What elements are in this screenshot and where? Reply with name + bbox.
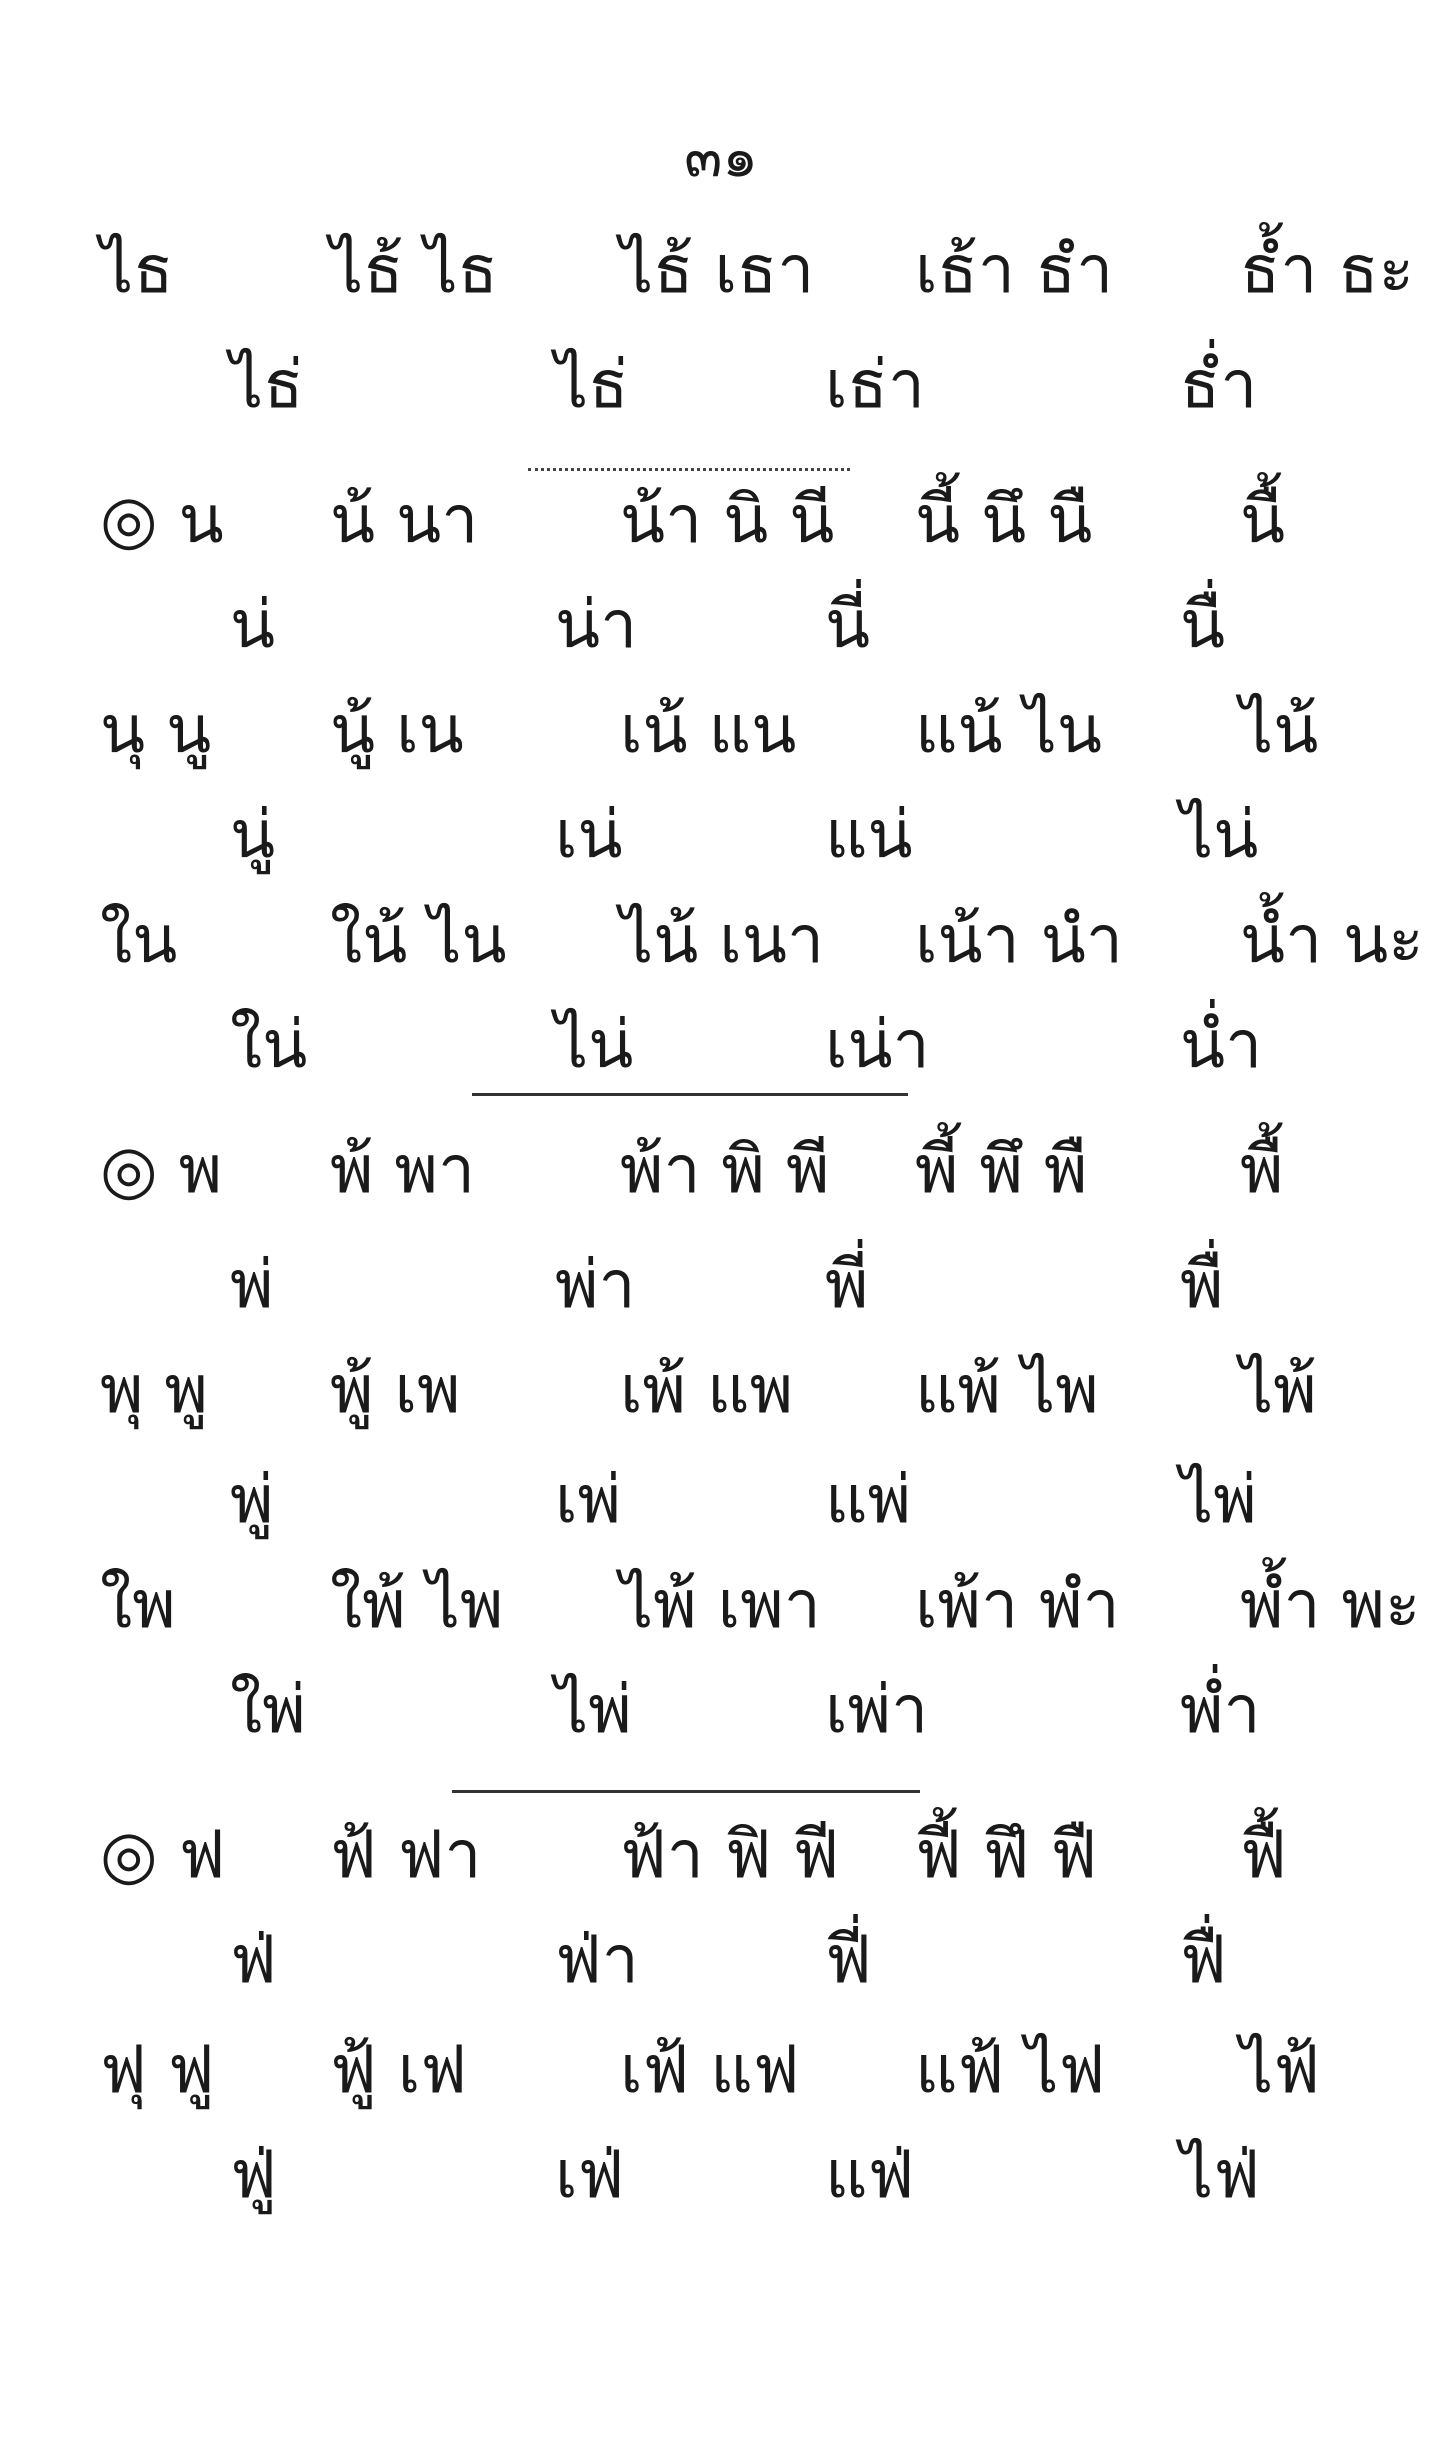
syllable-cell: พี่ bbox=[825, 1246, 869, 1323]
syllable-cell: น้า นิ นี bbox=[620, 481, 835, 558]
syllable-cell: ไพ่ bbox=[555, 1671, 632, 1748]
syllable-cell: เน่ bbox=[555, 796, 623, 873]
syllable-cell: พ่า bbox=[555, 1246, 636, 1323]
syllable-cell: นื่ bbox=[1180, 586, 1226, 663]
syllable-cell: พ้ พา bbox=[330, 1131, 476, 1208]
syllable-cell: พ้ำ พะ bbox=[1240, 1566, 1421, 1643]
syllable-row bbox=[0, 465, 1442, 575]
syllable-cell: ใพ้ ไพ bbox=[330, 1566, 504, 1643]
syllable-cell: ไน้ bbox=[1240, 691, 1319, 768]
syllable-cell: ใพ bbox=[100, 1566, 176, 1643]
syllable-row bbox=[0, 570, 1442, 680]
syllable-cell: เธ้า ธำ bbox=[915, 231, 1114, 308]
syllable-cell: ฟู้ เฟ bbox=[330, 2031, 467, 2108]
syllable-cell: ◎ น bbox=[100, 481, 224, 558]
syllable-cell: ฟื้ bbox=[1240, 1816, 1287, 1893]
syllable-cell: ฟื่ bbox=[1180, 1921, 1227, 1998]
syllable-cell: เน้ แน bbox=[620, 691, 797, 768]
syllable-cell: แฟ้ ไฟ bbox=[915, 2031, 1106, 2108]
syllable-cell: ไพ่ bbox=[1180, 1461, 1257, 1538]
page-number: ๓๑ bbox=[684, 125, 758, 190]
syllable-row bbox=[0, 1655, 1442, 1765]
syllable-row bbox=[0, 330, 1442, 440]
syllable-cell: นี่ bbox=[825, 586, 871, 663]
syllable-cell: เพ่ bbox=[555, 1461, 622, 1538]
syllable-cell: พู่ bbox=[230, 1461, 274, 1538]
syllable-row bbox=[0, 675, 1442, 785]
syllable-row bbox=[0, 1445, 1442, 1555]
syllable-cell: ใน้ ไน bbox=[330, 901, 507, 978]
syllable-cell: ใน่ bbox=[230, 1006, 308, 1083]
syllable-cell: ไน้ เนา bbox=[620, 901, 825, 978]
syllable-cell: พ้า พิ พี bbox=[620, 1131, 830, 1208]
syllable-cell: ฟู่ bbox=[230, 2136, 277, 2213]
syllable-cell: เพ่า bbox=[825, 1671, 929, 1748]
syllable-row bbox=[0, 1550, 1442, 1660]
syllable-cell: ใพ่ bbox=[230, 1671, 306, 1748]
syllable-row bbox=[0, 1335, 1442, 1445]
syllable-cell: เฟ่ bbox=[555, 2136, 625, 2213]
syllable-cell: พี้ พึ พื bbox=[915, 1131, 1088, 1208]
syllable-cell: เน้า นำ bbox=[915, 901, 1123, 978]
syllable-cell: ธ่ำ bbox=[1180, 346, 1258, 423]
syllable-cell: ธ้ำ ธะ bbox=[1240, 231, 1415, 308]
section-divider-dotted bbox=[528, 468, 850, 471]
syllable-cell: ฟ่า bbox=[555, 1921, 639, 1998]
syllable-cell: น่า bbox=[555, 586, 638, 663]
syllable-cell: พ่ำ bbox=[1180, 1671, 1261, 1748]
syllable-cell: เน่า bbox=[825, 1006, 930, 1083]
syllable-row bbox=[0, 2120, 1442, 2230]
syllable-cell: ไธ่ bbox=[555, 346, 629, 423]
syllable-cell: ฟุ ฟู bbox=[100, 2031, 215, 2108]
syllable-cell: แน้ ไน bbox=[915, 691, 1102, 768]
syllable-row bbox=[0, 1800, 1442, 1910]
syllable-row bbox=[0, 1115, 1442, 1225]
syllable-cell: ◎ พ bbox=[100, 1131, 223, 1208]
syllable-cell: ไน่ bbox=[1180, 796, 1259, 873]
syllable-row bbox=[0, 1905, 1442, 2015]
syllable-cell: เพ้ แพ bbox=[620, 1351, 794, 1428]
syllable-row bbox=[0, 1230, 1442, 1340]
syllable-row bbox=[0, 2015, 1442, 2125]
syllable-cell: ฟ้ ฟา bbox=[330, 1816, 482, 1893]
syllable-cell: ใน bbox=[100, 901, 178, 978]
syllable-cell: ฟี่ bbox=[825, 1921, 872, 1998]
syllable-row bbox=[0, 990, 1442, 1100]
syllable-cell: แพ้ ไพ bbox=[915, 1351, 1099, 1428]
syllable-cell: ไฟ่ bbox=[1180, 2136, 1260, 2213]
syllable-cell: แพ่ bbox=[825, 1461, 912, 1538]
syllable-cell: ไฟ้ bbox=[1240, 2031, 1320, 2108]
syllable-row bbox=[0, 885, 1442, 995]
syllable-cell: นื้ bbox=[1240, 481, 1286, 558]
syllable-cell: ไธ้ ไธ bbox=[330, 231, 498, 308]
syllable-cell: ไธ้ เธา bbox=[620, 231, 815, 308]
syllable-cell: ไพ้ เพา bbox=[620, 1566, 821, 1643]
syllable-cell: แฟ่ bbox=[825, 2136, 915, 2213]
syllable-row bbox=[0, 215, 1442, 325]
syllable-cell: พู้ เพ bbox=[330, 1351, 461, 1428]
syllable-cell: เฟ้ แฟ bbox=[620, 2031, 800, 2108]
syllable-cell: แน่ bbox=[825, 796, 913, 873]
syllable-cell: น่ำ bbox=[1180, 1006, 1263, 1083]
syllable-cell: ฟ้า ฟิ ฟี bbox=[620, 1816, 840, 1893]
syllable-cell: ไธ bbox=[100, 231, 174, 308]
syllable-cell: ไพ้ bbox=[1240, 1351, 1317, 1428]
syllable-cell: พื่ bbox=[1180, 1246, 1224, 1323]
syllable-cell: ไน่ bbox=[555, 1006, 634, 1083]
syllable-cell: ฟ่ bbox=[230, 1921, 277, 1998]
syllable-cell: ไธ่ bbox=[230, 346, 304, 423]
syllable-cell: นี้ นึ นื bbox=[915, 481, 1093, 558]
syllable-cell: ◎ ฟ bbox=[100, 1816, 226, 1893]
syllable-cell: นู่ bbox=[230, 796, 276, 873]
syllable-cell: เพ้า พำ bbox=[915, 1566, 1120, 1643]
syllable-cell: น้ นา bbox=[330, 481, 479, 558]
section-divider bbox=[452, 1790, 920, 1793]
syllable-cell: นู้ เน bbox=[330, 691, 464, 768]
syllable-cell: น้ำ นะ bbox=[1240, 901, 1424, 978]
syllable-cell: น่ bbox=[230, 586, 276, 663]
syllable-cell: พ่ bbox=[230, 1246, 274, 1323]
syllable-cell: นุ นู bbox=[100, 691, 212, 768]
section-divider bbox=[472, 1093, 908, 1096]
syllable-row bbox=[0, 780, 1442, 890]
syllable-cell: พื้ bbox=[1240, 1131, 1284, 1208]
syllable-cell: พุ พู bbox=[100, 1351, 208, 1428]
syllable-cell: ฟี้ ฟึ ฟื bbox=[915, 1816, 1098, 1893]
syllable-cell: เธ่า bbox=[825, 346, 925, 423]
